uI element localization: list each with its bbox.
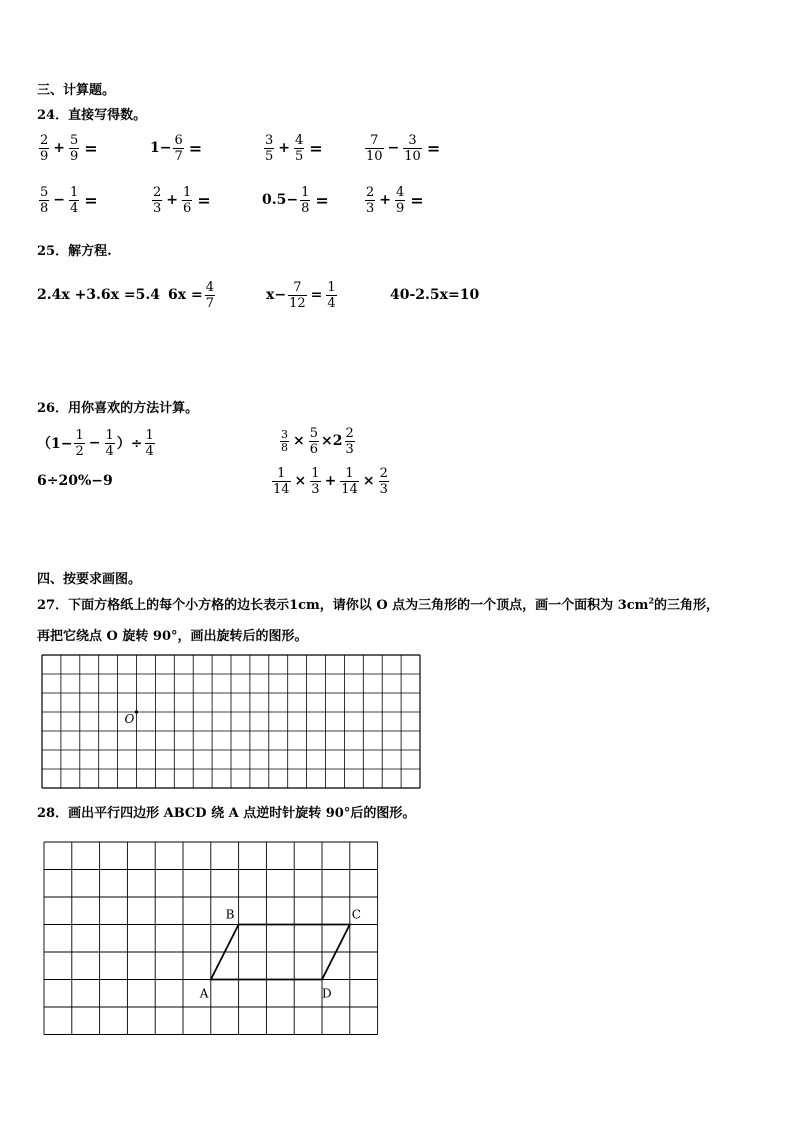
q27-text-line-1: [37, 594, 719, 613]
q24-expression-2: [150, 128, 202, 168]
q24-fraction-a: $\frac{3}{5}$: [265, 132, 274, 164]
q24-operator: +: [278, 140, 291, 156]
q24-fraction-b: $\frac{4}{9}$: [396, 184, 405, 216]
q27-line1-part-a: 27．下面方格纸上的每个小方格的边长表示1cm，请你以 O 点为三角形的一个顶点，画一个面积为 3cm: [37, 598, 649, 613]
q24-lead: 1−: [150, 140, 172, 156]
q24-fraction-b: $\frac{3}{10}$: [404, 132, 421, 164]
q26-e2-times-2: ×2: [321, 433, 343, 449]
q24-expression-8: [363, 180, 424, 220]
q24-expression-1: [37, 128, 98, 168]
q24-label: 24．直接写得数。: [37, 108, 147, 123]
q24-equals: =: [426, 138, 441, 158]
q24-lead: 0.5−: [262, 192, 299, 208]
q24-operator: −: [53, 192, 66, 208]
q24-fraction-a: $\frac{2}{3}$: [366, 184, 375, 216]
q26-e4-fraction-4: $\frac{2}{3}$: [379, 465, 388, 497]
q26-expression-4: [270, 462, 391, 500]
q26-e4-fraction-2: $\frac{1}{3}$: [311, 465, 320, 497]
q26-e3-text: 6÷20%−9: [37, 473, 113, 489]
q24-equals: =: [410, 190, 424, 210]
q25-eq3-equals: =: [310, 287, 323, 303]
q26-e2-fraction-1: $\frac{3}{8}$: [281, 427, 288, 454]
q24-fraction-a: $\frac{1}{8}$: [301, 184, 310, 216]
q26-e4-times-2: ×: [362, 473, 375, 489]
q24-operator: +: [166, 192, 179, 208]
q25-eq3-fraction-2: $\frac{1}{4}$: [327, 279, 336, 311]
q24-expression-4: [363, 128, 440, 168]
point-o-marker[interactable]: [135, 710, 138, 713]
q24-expression-5: [37, 180, 98, 220]
q27-superscript: 2: [648, 595, 655, 606]
q25-eq3-fraction-1: $\frac{7}{12}$: [289, 279, 306, 311]
q26-expression-3: [37, 470, 113, 492]
q25-label: 25．解方程.: [37, 244, 112, 259]
q25-eq2-fraction: $\frac{4}{7}$: [205, 279, 214, 311]
q26-label: 26．用你喜欢的方法计算。: [37, 401, 199, 416]
q26-e1-open: （1−: [37, 436, 73, 452]
q24-equals: =: [84, 138, 98, 158]
q26-e4-fraction-1: $\frac{1}{14}$: [273, 465, 290, 497]
q24-fraction-b: $\frac{4}{5}$: [295, 132, 304, 164]
q25-equation-1: [37, 278, 160, 312]
q25-eq1-text: 2.4x +3.6x =5.4: [37, 287, 160, 303]
q26-e2-times-1: ×: [293, 433, 305, 449]
q24-fraction-a: $\frac{7}{10}$: [366, 132, 383, 164]
q26-e2-fraction-2: $\frac{5}{6}$: [309, 425, 319, 457]
q28-label: 28．画出平行四边形 ABCD 绕 A 点逆时针旋转 90°后的图形。: [37, 806, 416, 821]
q24-operator: +: [53, 140, 66, 156]
q27-text-line-2: 再把它绕点 O 旋转 90°，画出旋转后的图形。: [37, 629, 308, 644]
q26-expression-1: [37, 424, 157, 462]
q24-expression-3: [262, 128, 323, 168]
section-4-heading: 四、按要求画图。: [37, 572, 142, 587]
q24-fraction-a: $\frac{6}{7}$: [174, 132, 183, 164]
q26-e2-fraction-3: $\frac{2}{3}$: [345, 425, 354, 457]
q24-fraction-a: $\frac{5}{8}$: [40, 184, 49, 216]
q25-eq4-text: 40-2.5x=10: [390, 287, 480, 303]
q26-e1-fraction-3: $\frac{1}{4}$: [145, 427, 154, 459]
q24-equals: =: [309, 138, 323, 158]
q26-e4-fraction-3: $\frac{1}{14}$: [341, 465, 358, 497]
q24-operator: +: [379, 192, 392, 208]
q25-equation-4: [390, 278, 479, 312]
q27-line1-part-b: 的三角形，: [654, 598, 720, 613]
vertex-label-a: A: [199, 986, 209, 1001]
q24-equals: =: [188, 138, 203, 158]
q26-e4-plus: +: [324, 473, 337, 489]
section-3-heading: 三、计算题。: [37, 83, 116, 98]
q24-fraction-b: $\frac{1}{4}$: [70, 184, 79, 216]
q26-expression-2: [278, 422, 357, 460]
q26-e1-fraction-2: $\frac{1}{4}$: [105, 427, 114, 459]
q24-fraction-a: $\frac{2}{3}$: [153, 184, 162, 216]
point-o-label: O: [124, 712, 135, 726]
q24-expression-6: [150, 180, 211, 220]
vertex-label-b: B: [225, 907, 235, 922]
q24-equals: =: [315, 190, 329, 210]
q24-fraction-b: $\frac{5}{9}$: [70, 132, 79, 164]
q26-e4-times-1: ×: [294, 473, 307, 489]
q24-expression-7: [262, 180, 329, 220]
q25-equation-2: [168, 276, 217, 314]
vertex-label-d: D: [322, 986, 332, 1001]
q24-operator: −: [387, 140, 400, 156]
q24-equals: =: [84, 190, 98, 210]
q24-fraction-b: $\frac{1}{6}$: [183, 184, 192, 216]
vertex-label-c: C: [351, 907, 361, 922]
q25-equation-3: [266, 276, 339, 314]
q26-e1-fraction-1: $\frac{1}{2}$: [75, 427, 84, 459]
q25-eq2-lead: 6x =: [168, 287, 203, 303]
q26-e1-close: ）÷: [116, 436, 143, 452]
q27-grid-paper[interactable]: [40, 654, 422, 790]
q28-grid-paper[interactable]: [43, 841, 381, 1035]
q26-e1-minus: −: [88, 435, 101, 451]
q24-fraction-a: $\frac{2}{9}$: [40, 132, 49, 164]
q25-eq3-lead: x−: [266, 287, 287, 303]
q24-equals: =: [197, 190, 211, 210]
